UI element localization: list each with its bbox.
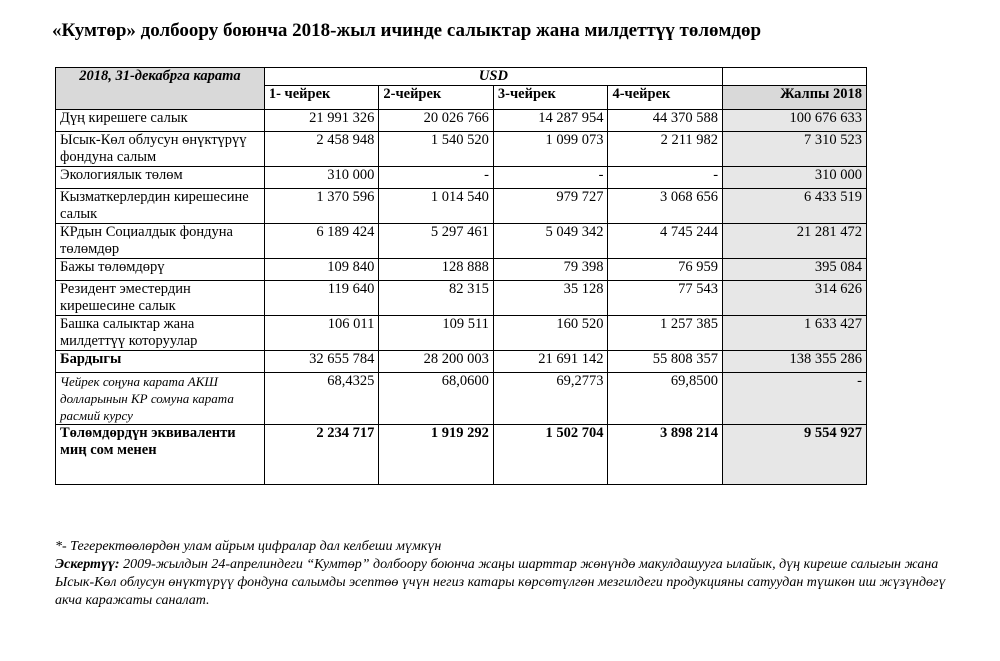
som-row (56, 425, 867, 485)
cell-q3: 979 727 (493, 189, 608, 224)
cell-q4: 77 543 (608, 281, 723, 316)
cell-q1: 6 189 424 (264, 224, 379, 259)
som-total: 9 554 927 (723, 425, 867, 485)
cell-q2: - (379, 167, 494, 189)
rate-row (56, 373, 867, 425)
rate-q4: 69,8500 (608, 373, 723, 425)
cell-q3: 160 520 (493, 316, 608, 351)
cell-q4: 3 068 656 (608, 189, 723, 224)
cell-q4: 1 257 385 (608, 316, 723, 351)
cell-q1: 106 011 (264, 316, 379, 351)
cell-total: 21 281 472 (723, 224, 867, 259)
cell-q2: 109 511 (379, 316, 494, 351)
row-label: Дүң кирешеге салык (56, 110, 265, 132)
cell-total: 6 433 519 (723, 189, 867, 224)
cell-total: 100 676 633 (723, 110, 867, 132)
remark-label: Эскертүү: (55, 557, 120, 572)
row-label: Бажы төлөмдөрү (56, 259, 265, 281)
cell-q1: 1 370 596 (264, 189, 379, 224)
quarter-header-4: 4-чейрек (608, 86, 723, 110)
footnote: *- Тегеректөөлөрдөн улам айрым цифралар дал келбеши мүмкүн (55, 539, 442, 554)
table-row (56, 281, 867, 316)
rate-q2: 68,0600 (379, 373, 494, 425)
cell-q1: 2 458 948 (264, 132, 379, 167)
sum-total: 138 355 286 (723, 351, 867, 373)
cell-q3: 1 099 073 (493, 132, 608, 167)
som-label: Төлөмдөрдүн эквиваленти миң сом менен (56, 425, 265, 485)
cell-total: 395 084 (723, 259, 867, 281)
som-q3: 1 502 704 (493, 425, 608, 485)
cell-q4: 2 211 982 (608, 132, 723, 167)
table-row (56, 110, 867, 132)
sum-q1: 32 655 784 (264, 351, 379, 373)
rate-label: Чейрек соңуна карата АКШ долларынын КР сомуна карата расмий курсу (56, 373, 265, 425)
cell-q3: 79 398 (493, 259, 608, 281)
remark-text: 2009-жылдын 24-апрелиндеги “Кумтөр” долбоору боюнча жаңы шарттар жөнүндө макулдашууга ылайык, дүң кирешe салыгын жана Ысык-Көл облусун өнүктүрүү фондуна салымды эсептөө үчүн негиз катары көрсөтүлгөн мезгилдеги продукцияны сатуудан түшкөн иш жүзүндөгү акча каражаты саналат. (55, 557, 946, 608)
sum-row (56, 351, 867, 373)
cell-q4: 76 959 (608, 259, 723, 281)
remark (55, 556, 975, 610)
cell-q2: 1 014 540 (379, 189, 494, 224)
cell-q2: 20 026 766 (379, 110, 494, 132)
row-label: КРдын Социалдык фондуна төлөмдөр (56, 224, 265, 259)
date-header: 2018, 31-декабрга карата (56, 68, 265, 110)
rate-total: - (723, 373, 867, 425)
table-row (56, 189, 867, 224)
notes (55, 538, 975, 610)
cell-q3: 35 128 (493, 281, 608, 316)
table-row (56, 167, 867, 189)
cell-q1: 21 991 326 (264, 110, 379, 132)
cell-total: 314 626 (723, 281, 867, 316)
row-label: Экологиялык төлөм (56, 167, 265, 189)
cell-q3: - (493, 167, 608, 189)
cell-q4: 4 745 244 (608, 224, 723, 259)
cell-q4: 44 370 588 (608, 110, 723, 132)
sum-q2: 28 200 003 (379, 351, 494, 373)
cell-total: 310 000 (723, 167, 867, 189)
table-row (56, 316, 867, 351)
row-label: Башка салыктар жана милдеттүү которуулар (56, 316, 265, 351)
table-row (56, 259, 867, 281)
som-q1: 2 234 717 (264, 425, 379, 485)
sum-q4: 55 808 357 (608, 351, 723, 373)
document-title: «Кумтөр» долбоору боюнча 2018-жыл ичинде салыктар жана милдеттүү төлөмдөр (52, 20, 762, 41)
cell-total: 1 633 427 (723, 316, 867, 351)
som-q4: 3 898 214 (608, 425, 723, 485)
cell-q1: 109 840 (264, 259, 379, 281)
quarter-header-3: 3-чейрек (493, 86, 608, 110)
table-row (56, 132, 867, 167)
cell-q3: 5 049 342 (493, 224, 608, 259)
cell-q2: 5 297 461 (379, 224, 494, 259)
currency-header: USD (264, 68, 722, 86)
cell-q1: 119 640 (264, 281, 379, 316)
cell-q3: 14 287 954 (493, 110, 608, 132)
sum-label: Бардыгы (56, 351, 265, 373)
tax-payments-table (55, 67, 867, 485)
row-label: Кызматкерлердин кирешесине салык (56, 189, 265, 224)
table-row (56, 224, 867, 259)
cell-q4: - (608, 167, 723, 189)
sum-q3: 21 691 142 (493, 351, 608, 373)
cell-q2: 128 888 (379, 259, 494, 281)
cell-total: 7 310 523 (723, 132, 867, 167)
rate-q1: 68,4325 (264, 373, 379, 425)
cell-q2: 82 315 (379, 281, 494, 316)
total-header: Жалпы 2018 (723, 86, 867, 110)
total-header-spacer (723, 68, 867, 86)
quarter-header-2: 2-чейрек (379, 86, 494, 110)
quarter-header-1: 1- чейрек (264, 86, 379, 110)
row-label: Ысык-Көл облусун өнүктүрүү фондуна салым (56, 132, 265, 167)
rate-q3: 69,2773 (493, 373, 608, 425)
cell-q2: 1 540 520 (379, 132, 494, 167)
som-q2: 1 919 292 (379, 425, 494, 485)
row-label: Резидент эместердин кирешесине салык (56, 281, 265, 316)
cell-q1: 310 000 (264, 167, 379, 189)
